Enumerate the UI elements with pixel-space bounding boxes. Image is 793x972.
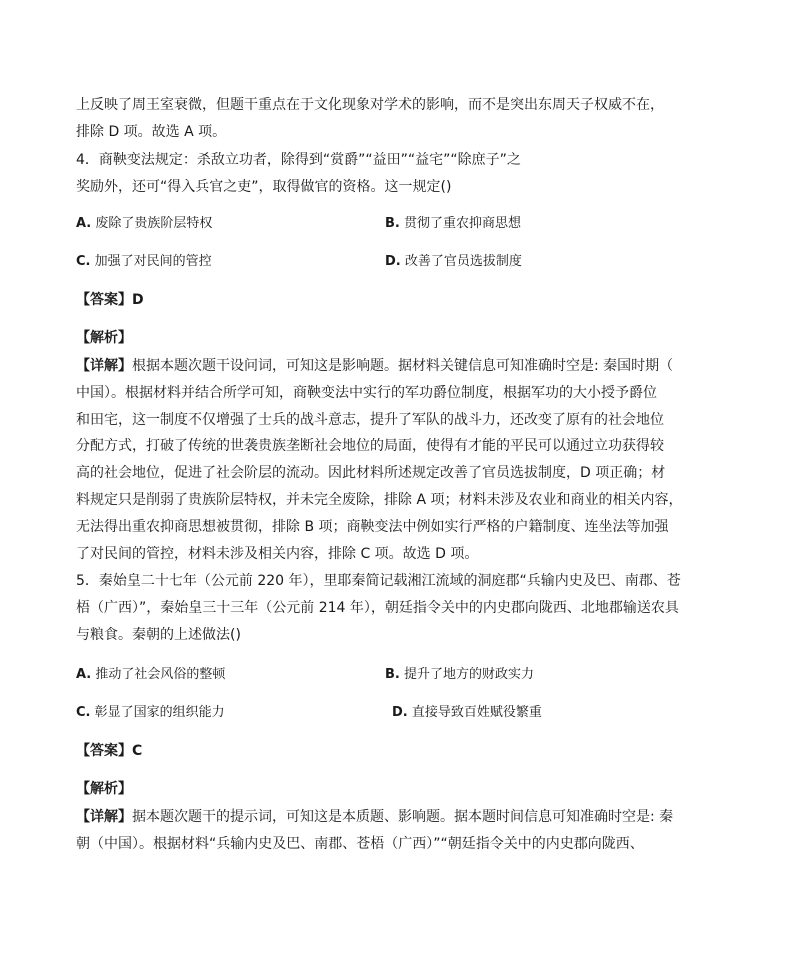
- q5-stem-line-3: 与粮食。秦朝的上述做法(): [76, 627, 241, 643]
- analysis-text: 据本题次题干的提示词，可知这是本质题、影响题。据本题时间信息可知准确时空是: 秦: [132, 809, 674, 825]
- q4-analysis-line-7: 无法得出重农抑商思想被贯彻，排除 B 项；商鞅变法中例如实行严格的户籍制度、连坐法等加强: [76, 519, 669, 535]
- intro-line-2: 排除 D 项。故选 A 项。: [76, 124, 227, 140]
- option-letter: B.: [385, 216, 400, 231]
- option-letter: A.: [76, 667, 92, 682]
- q4-answer: [76, 290, 144, 310]
- q4-analysis-line-1: [76, 356, 673, 376]
- detail-label: 【详解】: [76, 809, 132, 825]
- q4-stem-line-2: 奖励外，还可“得入兵官之吏”，取得做官的资格。这一规定(): [76, 179, 452, 195]
- option-text: 彰显了国家的组织能力: [94, 705, 225, 720]
- q4-analysis-label: 【解析】: [76, 330, 132, 346]
- option-letter: A.: [76, 216, 92, 231]
- q4-analysis-line-5: 高的社会地位，促进了社会阶层的流动。因此材料所述规定改善了官员选拔制度，D 项正确；材: [76, 465, 666, 481]
- q5-option-a: [76, 665, 225, 685]
- q4-analysis-line-4: 分配方式，打破了传统的世袭贵族垄断社会地位的局面，使得有才能的平民可以通过立功获得较: [76, 438, 664, 454]
- q5-answer: [76, 741, 142, 761]
- q4-analysis-line-3: 和田宅，这一制度不仅增强了士兵的战斗意志，提升了军队的战斗力，还改变了原有的社会地位: [76, 412, 664, 428]
- option-letter: D.: [392, 705, 408, 720]
- q5-option-b: [385, 665, 534, 685]
- q5-analysis-line-1: [76, 807, 673, 827]
- q4-analysis-line-6: 料规定只是削弱了贵族阶层特权，并未完全废除，排除 A 项；材料未涉及农业和商业的相关内容，: [76, 492, 683, 508]
- q4-analysis-line-8: 了对民间的管控，材料未涉及相关内容，排除 C 项。故选 D 项。: [76, 546, 479, 562]
- analysis-text: 根据本题次题干设问词，可知这是影响题。据材料关键信息可知准确时空是: 秦国时期（: [132, 358, 674, 374]
- option-letter: B.: [385, 667, 400, 682]
- option-text: 贯彻了重农抑商思想: [404, 216, 522, 231]
- q4-option-c: [76, 252, 212, 272]
- option-text: 直接导致百姓赋役繁重: [411, 705, 542, 720]
- option-text: 提升了地方的财政实力: [404, 667, 535, 682]
- q5-analysis-line-2: 朝（中国）。根据材料“兵输内史及巴、南郡、苍梧（广西）”“朝廷指令关中的内史郡向陇西、: [76, 836, 644, 852]
- option-letter: C.: [76, 705, 91, 720]
- q4-option-b: [385, 214, 521, 234]
- intro-line-1: 上反映了周王室衰微，但题干重点在于文化现象对学术的影响，而不是突出东周天子权威不在，: [76, 97, 664, 113]
- q5-option-d: [392, 703, 542, 723]
- q4-analysis-line-2: 中国）。根据材料并结合所学可知，商鞅变法中实行的军功爵位制度，根据军功的大小授予爵位: [76, 385, 657, 401]
- option-letter: C.: [76, 254, 91, 269]
- option-text: 废除了贵族阶层特权: [95, 216, 213, 231]
- q5-analysis-label: 【解析】: [76, 781, 132, 797]
- option-text: 推动了社会风俗的整顿: [95, 667, 226, 682]
- q4-stem-line-1: 4．商鞅变法规定：杀敌立功者，除得到“赏爵”“益田”“益宅”“除庶子”之: [76, 152, 521, 168]
- q4-option-a: [76, 214, 212, 234]
- q5-stem-line-1: 5．秦始皇二十七年（公元前 220 年），里耶秦简记载湘江流域的洞庭郡“兵输内史及巴、南郡、苍: [76, 573, 681, 589]
- answer-label: 【答案】: [76, 743, 132, 759]
- answer-value: C: [132, 743, 143, 759]
- q5-option-c: [76, 703, 225, 723]
- detail-label: 【详解】: [76, 358, 132, 374]
- q4-option-d: [385, 252, 522, 272]
- option-text: 改善了官员选拔制度: [404, 254, 522, 269]
- option-text: 加强了对民间的管控: [94, 254, 212, 269]
- answer-label: 【答案】: [76, 292, 132, 308]
- option-letter: D.: [385, 254, 401, 269]
- answer-value: D: [132, 292, 144, 308]
- q5-stem-line-2: 梧（广西）”，秦始皇三十三年（公元前 214 年），朝廷指令关中的内史郡向陇西、北地郡输送农具: [76, 600, 679, 616]
